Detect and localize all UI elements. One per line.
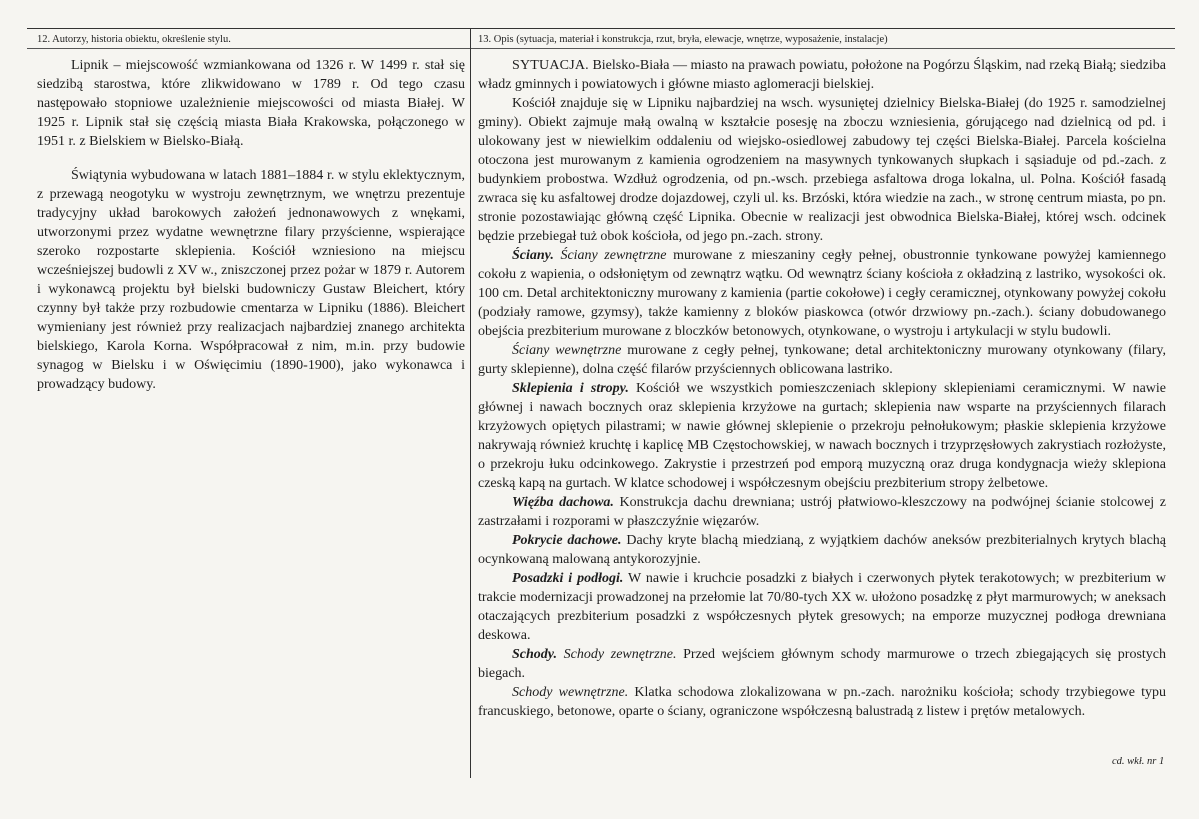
sytuacja-label: SYTUACJA.: [512, 58, 589, 73]
header-rule: [27, 48, 1175, 49]
sciany-wewnetrzne-text: murowane z cegły pełnej, tynkowane; detal architektoniczny murowany otynkowany (filary, gurty sklepienne), dolna część filarów przyściennych oblicowana lastriko.: [478, 343, 1166, 377]
section-13-body: [478, 56, 1166, 721]
continuation-note: cd. wkł. nr 1: [1112, 756, 1165, 767]
section-13-heading: 13. Opis (sytuacja, materiał i konstrukcja, rzut, bryła, elewacje, wnętrze, wyposażenie, instalacje): [478, 34, 888, 45]
sciany-wewnetrzne-label: Ściany wewnętrzne: [512, 343, 622, 358]
posadzki-label: Posadzki i podłogi.: [512, 571, 624, 586]
wiezba-text: Konstrukcja dachu drewniana; ustrój płatwiowo-kleszczowy na podwójnej ścianie stolcowej z zastrzałami i rozporami w płaszczyźnie więzarów.: [478, 495, 1166, 529]
pokrycie-label: Pokrycie dachowe.: [512, 533, 622, 548]
pokrycie-text: Dachy kryte blachą miedzianą, z wyjątkiem dachów aneksów prezbiterialnych krytych blachą ocynkowaną malowaną antykorozyjnie.: [478, 533, 1166, 567]
schody-wewnetrzne-text: Klatka schodowa zlokalizowana w pn.-zach. narożniku kościoła; schody trzybiegowe typu francuskiego, betonowe, oparte o ściany, ograniczone współczesną balustradą z listew i prętów metalowych.: [478, 685, 1167, 719]
sciany-paragraph: [478, 246, 1166, 341]
sklepienia-text: Kościół we wszystkich pomieszczeniach sklepiony sklepieniami ceramicznymi. W nawie głównej i nawach bocznych oraz sklepienia krzyżowe na gurtach; sklepienia naw wsparte na przyściennych filarach krzyżowych opiętych pilastrami; w nawie głównej sklepienie o przekroju pełnołukowym; płaskie sklepienia krzyżowe nakrywają również kruchtę i kaplicę MB Częstochowskiej, w nawach bocznych i trzyprzęsłowych zakrystiach rozłożyste, o przekroju łuku odcinkowego. Zakrystie i przestrzeń pod emporą muzyczną oraz druga kondygnacja wieży sklepiona czeską kapą na gurtach. W klatce schodowej i współczesnym obejściu prezbiterium stropy żelbetowe.: [478, 381, 1166, 491]
sklepienia-paragraph: [478, 379, 1166, 493]
schody-wewnetrzne-paragraph: [478, 683, 1166, 721]
history-paragraph-1: Lipnik – miejscowość wzmiankowana od 1326 r. W 1499 r. stał się siedzibą starostwa, które zlikwidowano w 1789 r. Od tego czasu następowało stopniowe uzależnienie miejscowości od miasta Białej. W 1925 r. Lipnik stał się częścią miasta Biała Krakowska, połączonego w 1951 r. z Bielskiem w Bielsko-Białą.: [37, 58, 465, 149]
schody-label: Schody.: [512, 647, 557, 662]
column-divider: [470, 28, 471, 778]
section-12-body: [37, 56, 465, 394]
sytuacja-text: Bielsko-Biała — miasto na prawach powiatu, położone na Pogórzu Śląskim, nad rzeką Białą; siedziba władz gminnych i powiatowych i główne miasto aglomeracji bielskiej.: [478, 58, 1166, 92]
sciany-wewnetrzne-paragraph: [478, 341, 1166, 379]
wiezba-label: Więźba dachowa.: [512, 495, 614, 510]
sciany-zewnetrzne-label: Ściany zewnętrzne: [560, 248, 667, 263]
wiezba-paragraph: [478, 493, 1166, 531]
schody-zewnetrzne-label: Schody zewnętrzne.: [563, 647, 677, 662]
schody-paragraph: [478, 645, 1166, 683]
history-paragraph-2: Świątynia wybudowana w latach 1881–1884 r. w stylu eklektycznym, z przewagą neogotyku w wystroju zewnętrznym, we wnętrzu prezentuje tradycyjny układ barokowych założeń jednonawowych z wnękami, utworzonymi przez wydatne wewnętrzne filary przyścienne, wspierające szeroko rozpostarte sklepienia. Kościół wzniesiono na miejscu wcześniejszej budowli z XV w., zniszczonej przez pożar w 1879 r. Autorem i wykonawcą projektu był bielski budowniczy Gustaw Bleichert, który czynny był także przy rozbudowie cmentarza w Lipniku (1886). Bleichert wymieniany jest również przy realizacjach najbardziej znanego architekta bielskiego, Karola Korna. Współpracował z nim, m.in. przy budowie synagog w Bielsku i w Oświęcimiu (1890-1900), jako wykonawca i prowadzący budowy.: [37, 168, 465, 392]
sklepienia-label: Sklepienia i stropy.: [512, 381, 629, 396]
section-12-heading: 12. Autorzy, historia obiektu, określenie stylu.: [37, 34, 231, 45]
schody-wewnetrzne-label: Schody wewnętrzne.: [512, 685, 629, 700]
sciany-label: Ściany.: [512, 248, 554, 263]
sytuacja-paragraph: [478, 56, 1166, 94]
location-paragraph: Kościół znajduje się w Lipniku najbardziej na wsch. wysuniętej dzielnicy Bielska-Białej (do 1925 r. samodzielnej gminy). Obiekt zajmuje małą owalną w kształcie posesję na zboczu wzniesienia, górującego nad dzielnicą od pd. i ulokowany jest w niewielkim oddaleniu od wiejsko-osiedlowej zabudowy tej części Bielska-Białej. Parcela kościelna otoczona jest murowanym z kamienia ogrodzeniem na masywnych tynkowanych słupkach i sąsiaduje od pd.-zach. z budynkiem probostwa. Wzdłuż ogrodzenia, od pn.-wsch. przebiega asfaltowa droga lokalna, ul. Polna. Kościół fasadą zwraca się ku asfaltowej drodze dojazdowej, czyli ul. ks. Brzóski, która wiedzie na zach., w stronę centrum miasta, po pn. stronie pozostawiając główną część Lipnika. Obecnie w realizacji jest obwodnica Bielska-Białej, której wsch. odcinek będzie przebiegał tuż obok kościoła, od jego pn.-zach. strony.: [478, 96, 1166, 244]
sciany-zewnetrzne-text: murowane z mieszaniny cegły pełnej, obustronnie tynkowane powyżej kamiennego cokołu z wapienia, o odsłoniętym od zewnątrz wątku. Od wewnątrz ściany kościoła z okładziną z lastriko, wysokości ok. 100 cm. Detal architektoniczny murowany z kamienia (partie cokołowe) i cegły ceramicznej, otynkowany powyżej cokołu (podziały ramowe, gzymsy), także kamienny z bloków piaskowca (otwór drzwiowy pn.-zach.). ściany dobudowanego obejścia prezbiterium murowane z bloczków betonowych, otynkowane, o wystroju i artykulacji w stylu budowli.: [478, 248, 1167, 339]
posadzki-text: W nawie i kruchcie posadzki z białych i czerwonych płytek terakotowych; w prezbiterium w trakcie modernizacji prowadzonej na przełomie lat 70/80-tych XX w. ułożono posadzkę z płyt marmurowych; w aneksach otaczających prezbiterium posadzki z współczesnych płytek gresowych; na emporze muzycznej podłoga drewniana deskowa.: [478, 571, 1166, 643]
pokrycie-paragraph: [478, 531, 1166, 569]
posadzki-paragraph: [478, 569, 1166, 645]
schody-zewnetrzne-text: Przed wejściem głównym schody marmurowe o trzech zbiegających się prostych biegach.: [478, 647, 1167, 681]
